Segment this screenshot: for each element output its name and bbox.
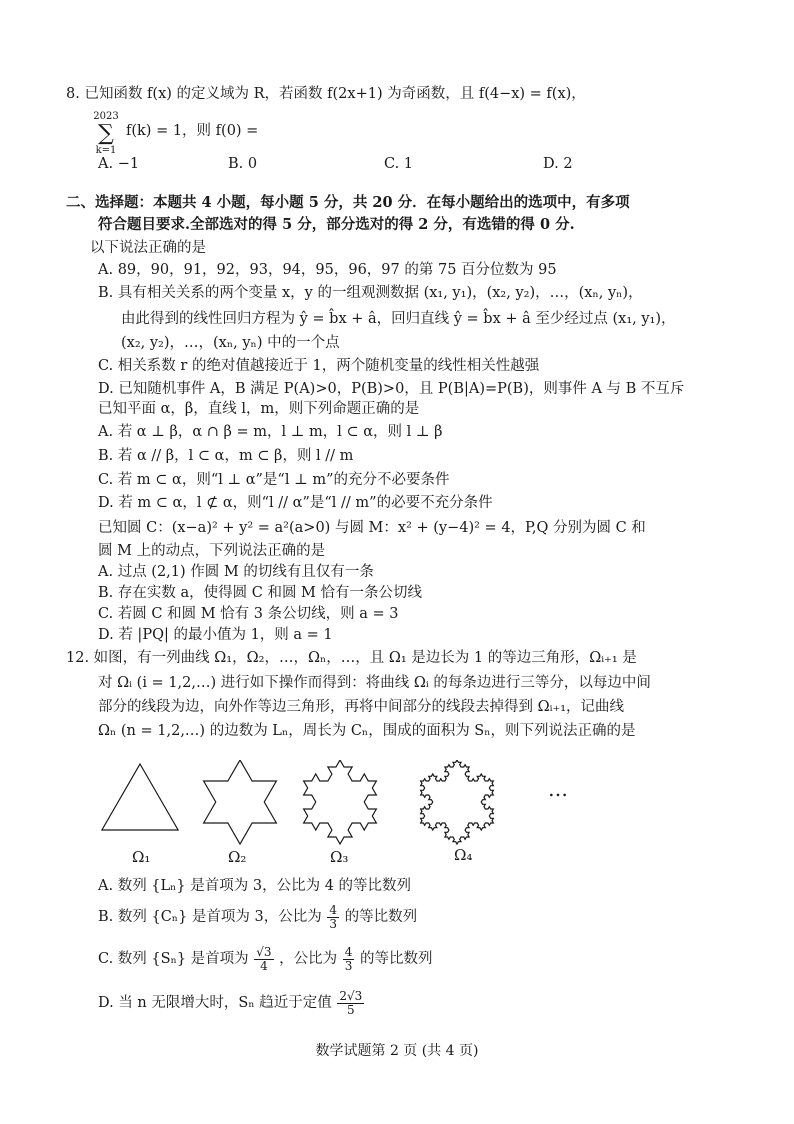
- q8-sum-notation: [88, 111, 124, 157]
- figure-ellipsis: …: [548, 777, 568, 801]
- q11-option-c: C. 若圆 C 和圆 M 恰有 3 条公切线，则 a = 3: [98, 606, 399, 622]
- koch-curve-omega1: [102, 764, 178, 830]
- q10-option-a: A. 若 α ⊥ β，α ∩ β = m，l ⊥ m，l ⊂ α，则 l ⊥ β: [98, 424, 443, 440]
- q8-sum-sigma: ∑: [98, 121, 114, 146]
- koch-snowflake-figure: [90, 760, 690, 872]
- q12-option-b-prefix: B. 数列 {Cₙ} 是首项为 3，公比为: [98, 909, 322, 925]
- q8-option-d: D. 2: [543, 156, 573, 172]
- q12-option-c-fraction1: [254, 946, 273, 973]
- q12-stem-line4: Ωₙ (n = 1,2,…) 的边数为 Lₙ，周长为 Cₙ，围成的面积为 Sₙ，则下列说法正确的是: [98, 723, 636, 739]
- q11-stem-line2: 圆 M 上的动点，下列说法正确的是: [98, 543, 326, 559]
- q9-option-b-line1: B. 具有相关关系的两个变量 x，y 的一组观测数据 (x₁, y₁)，(x₂, y₂)，…，(xₙ, yₙ)，: [98, 285, 643, 301]
- q12-option-d-fraction: [337, 990, 364, 1017]
- koch-snowflake-svg: [90, 760, 690, 872]
- koch-curve-omega4: [421, 760, 494, 844]
- page-footer: 数学试题第 2 页 (共 4 页): [315, 1043, 479, 1059]
- q9-option-c: C. 相关系数 r 的绝对值越接近于 1，两个随机变量的线性相关性越强: [98, 358, 540, 374]
- q12-option-d-numerator: 2√3: [339, 988, 363, 1003]
- figure-label-omega4: Ω₄: [454, 846, 473, 864]
- q10-option-b: B. 若 α // β，l ⊂ α，m ⊂ β，则 l // m: [98, 448, 354, 464]
- q12-stem-line1: 12. 如图，有一列曲线 Ω₁，Ω₂，…，Ωₙ，…，且 Ω₁ 是边长为 1 的等边三角形，Ωᵢ₊₁ 是: [66, 650, 637, 666]
- q10-stem: 已知平面 α，β，直线 l，m，则下列命题正确的是: [98, 401, 420, 417]
- q11-option-a: A. 过点 (2,1) 作圆 M 的切线有且仅有一条: [98, 564, 374, 580]
- q11-option-d: D. 若 |PQ| 的最小值为 1，则 a = 1: [98, 627, 333, 643]
- q9-option-b-line3: (x₂, y₂)，…，(xₙ, yₙ) 中的一个点: [121, 335, 340, 351]
- q12-option-b-fraction: [327, 904, 339, 931]
- q12-option-d-denominator: 5: [346, 1002, 355, 1017]
- q9-option-a: A. 89，90，91，92，93，94，95，96，97 的第 75 百分位数为 95: [98, 262, 557, 278]
- figure-label-omega2: Ω₂: [228, 848, 247, 866]
- q12-option-d-prefix: D. 当 n 无限增大时，Sₙ 趋近于定值: [98, 995, 332, 1011]
- q12-option-b-numerator: 4: [329, 902, 337, 917]
- q8-option-c: C. 1: [384, 156, 414, 172]
- q12-option-a: A. 数列 {Lₙ} 是首项为 3，公比为 4 的等比数列: [98, 878, 412, 894]
- q9-option-d: D. 已知随机事件 A，B 满足 P(A)>0，P(B)>0，且 P(B|A)=P(B)，则事件 A 与 B 不互斥: [98, 381, 685, 397]
- section2-header-line1: 二、选择题：本题共 4 小题，每小题 5 分，共 20 分．在每小题给出的选项中，有多项: [66, 194, 630, 211]
- q8-stem-line1: 8. 已知函数 f(x) 的定义域为 R，若函数 f(2x+1) 为奇函数，且 f(4−x) = f(x)，: [66, 86, 586, 102]
- q12-option-c-denominator1: 4: [260, 958, 268, 973]
- koch-curve-omega2: [204, 760, 277, 844]
- q11-stem-line1: 已知圆 C：(x−a)² + y² = a²(a>0) 与圆 M：x² + (y−4)² = 4，P,Q 分别为圆 C 和: [98, 520, 646, 536]
- q12-option-b-suffix: 的等比数列: [344, 909, 418, 925]
- q12-stem-line2: 对 Ωᵢ (i = 1,2,…) 进行如下操作而得到：将曲线 Ωᵢ 的每条边进行三等分，以每边中间: [98, 675, 651, 691]
- q12-option-c: [98, 944, 433, 974]
- q12-option-c-suffix: 的等比数列: [360, 951, 433, 967]
- q9-option-b-line2: 由此得到的线性回归方程为 ŷ = b̂x + â，回归直线 ŷ = b̂x + â 至少经过点 (x₁, y₁)，: [121, 311, 676, 327]
- q8-stem-line2: f(k) = 1，则 f(0) =: [126, 123, 259, 139]
- q12-option-d: [98, 988, 365, 1018]
- q8-option-a: A. −1: [98, 156, 140, 172]
- q10-option-d: D. 若 m ⊂ α，l ⊄ α，则“l // α”是“l // m”的必要不充分条件: [98, 495, 493, 511]
- q12-option-c-numerator2: 4: [344, 944, 353, 959]
- q9-stem: 以下说法正确的是: [90, 240, 206, 256]
- q8-sum-upper: 2023: [93, 111, 119, 122]
- q8-sum-lower: k=1: [95, 145, 117, 156]
- figure-label-omega1: Ω₁: [132, 848, 151, 866]
- q12-option-b-denominator: 3: [329, 916, 337, 931]
- q12-option-c-fraction2: [343, 946, 355, 973]
- q12-option-c-middle: ，公比为: [279, 951, 338, 967]
- q12-stem-line3: 部分的线段为边，向外作等边三角形，再将中间部分的线段去掉得到 Ωᵢ₊₁，记曲线: [98, 699, 625, 715]
- q12-option-c-prefix: C. 数列 {Sₙ} 是首项为: [98, 951, 249, 967]
- q11-option-b: B. 存在实数 a，使得圆 C 和圆 M 恰有一条公切线: [98, 585, 423, 601]
- q10-option-c: C. 若 m ⊂ α，则“l ⊥ α”是“l ⊥ m”的充分不必要条件: [98, 472, 450, 488]
- figure-label-omega3: Ω₃: [330, 848, 349, 866]
- koch-curve-omega3: [304, 760, 377, 844]
- q8-option-b: B. 0: [228, 156, 258, 172]
- section2-header-line2: 符合题目要求.全部选对的得 5 分，部分选对的得 2 分，有选错的得 0 分.: [98, 216, 575, 233]
- q12-option-c-denominator2: 3: [344, 958, 353, 973]
- q12-option-b: [98, 902, 417, 932]
- q12-option-c-numerator1: √3: [256, 944, 272, 959]
